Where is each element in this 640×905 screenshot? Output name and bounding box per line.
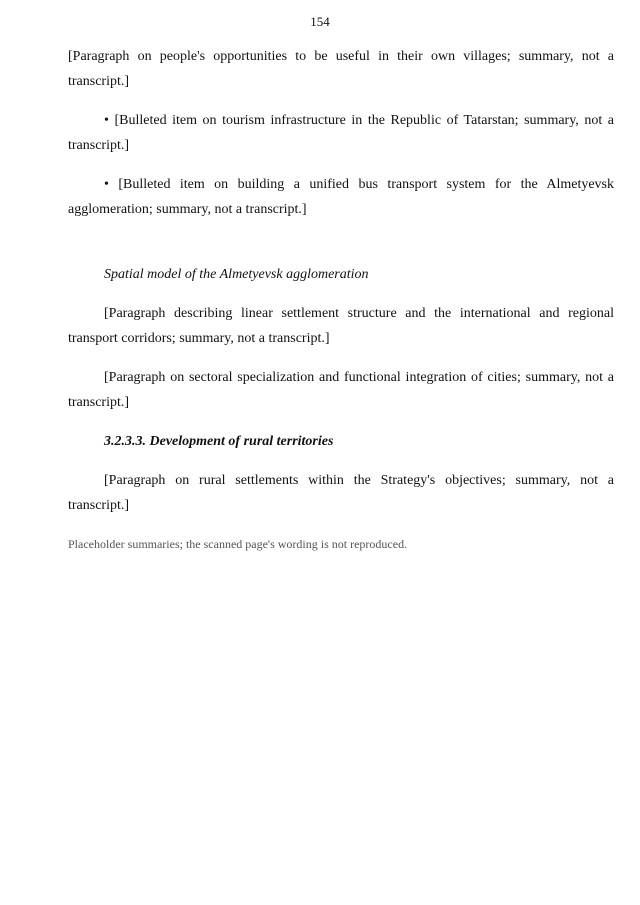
intro-paragraph: [Paragraph on people's opportunities to be useful in their own villages; summary, not a transcript.] <box>68 49 614 89</box>
document-body <box>68 44 614 571</box>
subsection-heading: 3.2.3.3. Development of rural territories <box>104 434 334 449</box>
page-number: 154 <box>310 14 330 29</box>
section-paragraph: [Paragraph on sectoral specialization and functional integration of cities; summary, not a transcript.] <box>68 370 614 410</box>
subsection-paragraph: [Paragraph on rural settlements within the Strategy's objectives; summary, not a transcript.] <box>68 473 614 513</box>
bullet-text: [Bulleted item on building a unified bus transport system for the Almetyevsk agglomeration; summary, not a transcript.] <box>68 177 615 217</box>
section-title: Spatial model of the Almetyevsk agglomeration <box>104 267 369 282</box>
bullet-text: [Bulleted item on tourism infrastructure in the Republic of Tatarstan; summary, not a transcript.] <box>68 113 615 153</box>
bullet-item-transport <box>68 172 614 222</box>
transcription-note: Placeholder summaries; the scanned page's wording is not reproduced. <box>68 537 408 551</box>
bullet-marker: • <box>104 177 109 192</box>
bullet-marker: • <box>104 113 109 128</box>
bullet-item-tourism <box>68 108 614 158</box>
section-paragraph: [Paragraph describing linear settlement structure and the international and regional transport corridors; summary, not a transcript.] <box>68 306 614 346</box>
